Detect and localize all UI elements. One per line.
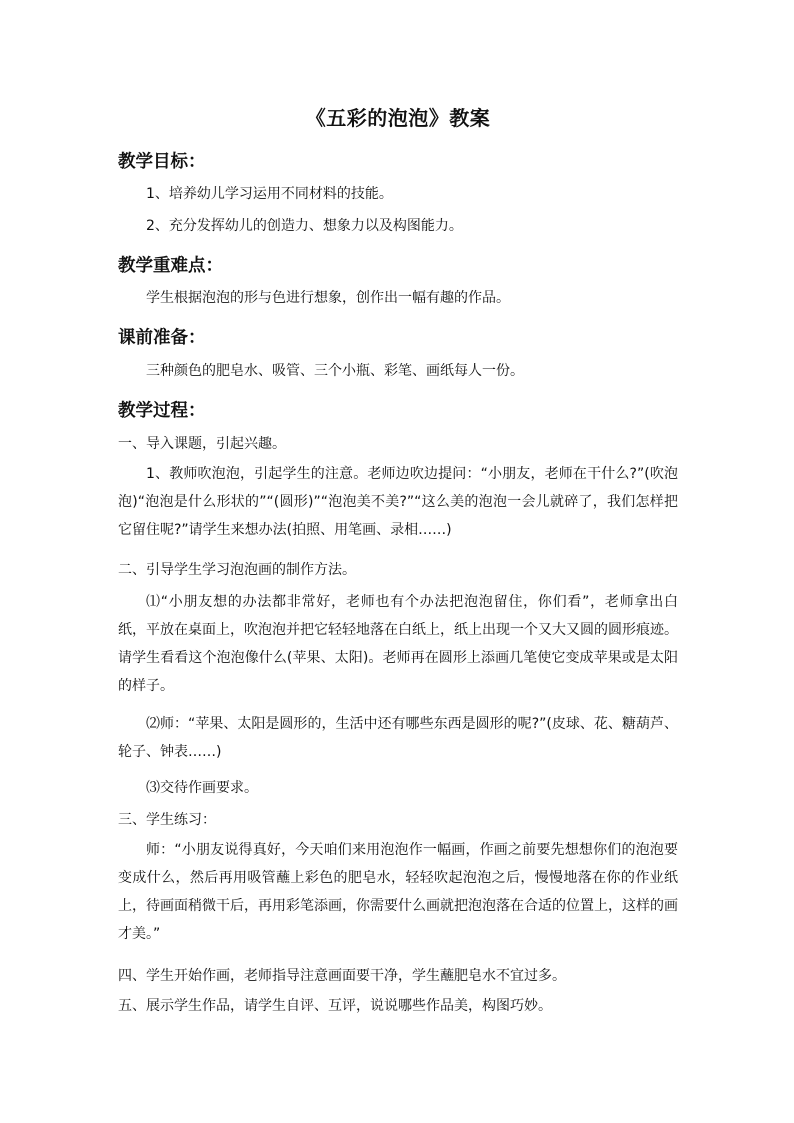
goal-item-2: 2、充分发挥幼儿的创造力、想象力以及构图能力。 [146,218,463,234]
document-title: 《五彩的泡泡》教案 [305,106,491,130]
step2-paragraph-1: ⑴“小朋友想的办法都非常好，老师也有个办法把泡泡留住，你们看”，老师拿出白纸，平放在桌面上，吹泡泡并把它轻轻地落在白纸上，纸上出现一个又大又圆的圆形痕迹。请学生看看这个泡泡像什么(苹果、太阳)。老师再在圆形上添画几笔使它变成苹果或是太阳的样子。 [118,594,678,694]
step5-text: 五、展示学生作品，请学生自评、互评，说说哪些作品美，构图巧妙。 [118,998,552,1014]
step4-text: 四、学生开始作画，老师指导注意画面要干净，学生蘸肥皂水不宜过多。 [118,968,566,984]
step2-paragraph-2: ⑵师：“苹果、太阳是圆形的，生活中还有哪些东西是圆形的呢?”(皮球、花、糖葫芦、轮子、钟表……) [118,716,678,760]
focus-heading: 教学重难点： [118,256,223,276]
step2-paragraph-3: ⑶交待作画要求。 [146,780,258,796]
prep-heading: 课前准备： [118,328,206,348]
step1-heading: 一、导入课题，引起兴趣。 [118,436,286,452]
focus-text: 学生根据泡泡的形与色进行想象，创作出一幅有趣的作品。 [146,290,510,306]
step3-paragraph: 师：“小朋友说得真好，今天咱们来用泡泡作一幅画，作画之前要先想想你们的泡泡要变成什么，然后再用吸管蘸上彩色的肥皂水，轻轻吹起泡泡之后，慢慢地落在你的作业纸上，待画面稍微干后，再用彩笔添画，你需要什么画就把泡泡落在合适的位置上，这样的画才美。” [118,842,678,942]
step1-paragraph: 1、教师吹泡泡，引起学生的注意。老师边吹边提问：“小朋友，老师在干什么?”(吹泡泡)“泡泡是什么形状的”“(圆形)”“泡泡美不美?”“这么美的泡泡一会儿就碎了，我们怎样把它留住呢?”请学生来想办法(拍照、用笔画、录相……) [118,466,678,538]
goals-heading: 教学目标： [118,152,206,172]
step3-heading: 三、学生练习： [118,812,216,828]
prep-text: 三种颜色的肥皂水、吸管、三个小瓶、彩笔、画纸每人一份。 [146,363,524,379]
step2-heading: 二、引导学生学习泡泡画的制作方法。 [118,562,356,578]
process-heading: 教学过程： [118,401,206,421]
goal-item-1: 1、培养幼儿学习运用不同材料的技能。 [146,186,393,202]
